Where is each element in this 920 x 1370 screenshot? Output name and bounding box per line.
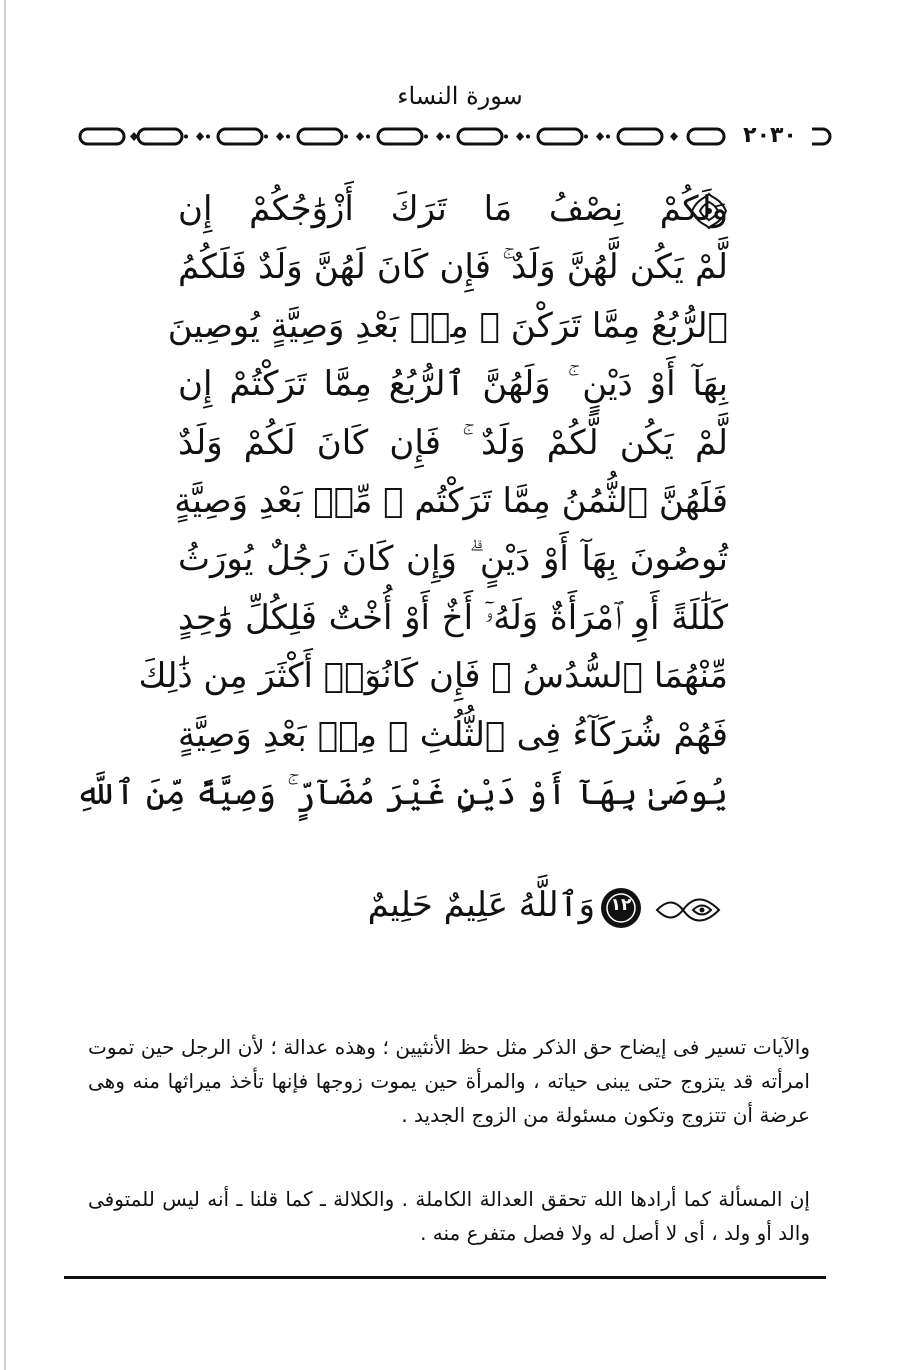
verse-line: وَلَكُمْ نِصْفُ مَا تَرَكَ أَزْوَٰجُكُمْ إِن — [178, 189, 728, 229]
verse-final-line — [285, 880, 725, 940]
surah-title: سورة النساء — [397, 82, 523, 110]
page-edge-line — [4, 0, 6, 1370]
header-ornamental-band — [78, 123, 834, 148]
chain-ornament — [78, 126, 834, 148]
verse-line: ٱلرُّبُعُ مِمَّا تَرَكْنَ ۚ مِنۢ بَعْدِ وَصِيَّةٍ يُوصِينَ — [167, 305, 728, 346]
verse-line: لَّمْ يَكُن لَّكُمْ وَلَدٌ ۚ فَإِن كَانَ لَكُمْ وَلَدٌ — [178, 422, 728, 463]
ayah-number: ١٢ — [610, 895, 632, 915]
verse-end-ornament-icon — [653, 890, 725, 930]
verse-line: مِّنْهُمَا ٱلسُّدُسُ ۚ فَإِن كَانُوٓا۟ أَكْثَرَ مِن ذَٰلِكَ — [138, 656, 728, 697]
verse-line: كَلَٰلَةً أَوِ ٱمْرَأَةٌ وَلَهُۥٓ أَخٌ أَوْ أُخْتٌ فَلِكُلِّ وَٰحِدٍ — [178, 597, 728, 638]
commentary-paragraph: إن المسألة كما أرادها الله تحقق العدالة الكاملة . والكلالة ـ كما قلنا ـ أنه ليس للمتوفى والد أو ولد ، أى لا أصل له ولا فصل متفرع منه . — [88, 1187, 810, 1245]
verse-line: فَهُمْ شُرَكَآءُ فِى ٱلثُّلُثِ ۚ مِنۢ بَعْدِ وَصِيَّةٍ — [178, 714, 728, 755]
commentary-paragraph: والآيات تسير فى إيضاح حق الذكر مثل حظ الأنثيين ؛ وهذه عدالة ؛ لأن الرجل حين تموت امرأته قد يتزوج حتى يبنى حياته ، والمرأة حين يموت زوجها فإنها تأخذ ميراثها منه وهى عرضة أن تتزوج وتكون مسئولة من الزوج الجديد . — [88, 1035, 810, 1127]
verse-line: بِهَآ أَوْ دَيْنٍ ۚ وَلَهُنَّ ٱلرُّبُعُ مِمَّا تَرَكْتُمْ إِن — [178, 364, 728, 405]
quran-verse-text — [75, 180, 728, 822]
verse-line: فَلَهُنَّ ٱلثُّمُنُ مِمَّا تَرَكْتُم ۚ مِّنۢ بَعْدِ وَصِيَّةٍ — [174, 481, 728, 522]
page-number: ٢٠٣٠ — [728, 123, 812, 148]
footer-rule — [64, 1276, 826, 1279]
verse-line: تُوصُونَ بِهَآ أَوْ دَيْنٍ ۗ وَإِن كَانَ رَجُلٌ يُورَثُ — [178, 539, 728, 580]
verse-line: لَّمْ يَكُن لَّهُنَّ وَلَدٌ ۚ فَإِن كَانَ لَهُنَّ وَلَدٌ فَلَكُمُ — [178, 247, 728, 288]
verse-last-line: وَٱللَّهُ عَلِيمٌ حَلِيمٌ — [367, 885, 595, 925]
verse-line: يُوصَىٰ بِهَآ أَوْ دَيْنٍ غَيْرَ مُضَآرٍّ ۚ وَصِيَّةً مِّنَ ٱللَّهِ — [75, 773, 728, 814]
ayah-number-marker — [599, 886, 643, 930]
